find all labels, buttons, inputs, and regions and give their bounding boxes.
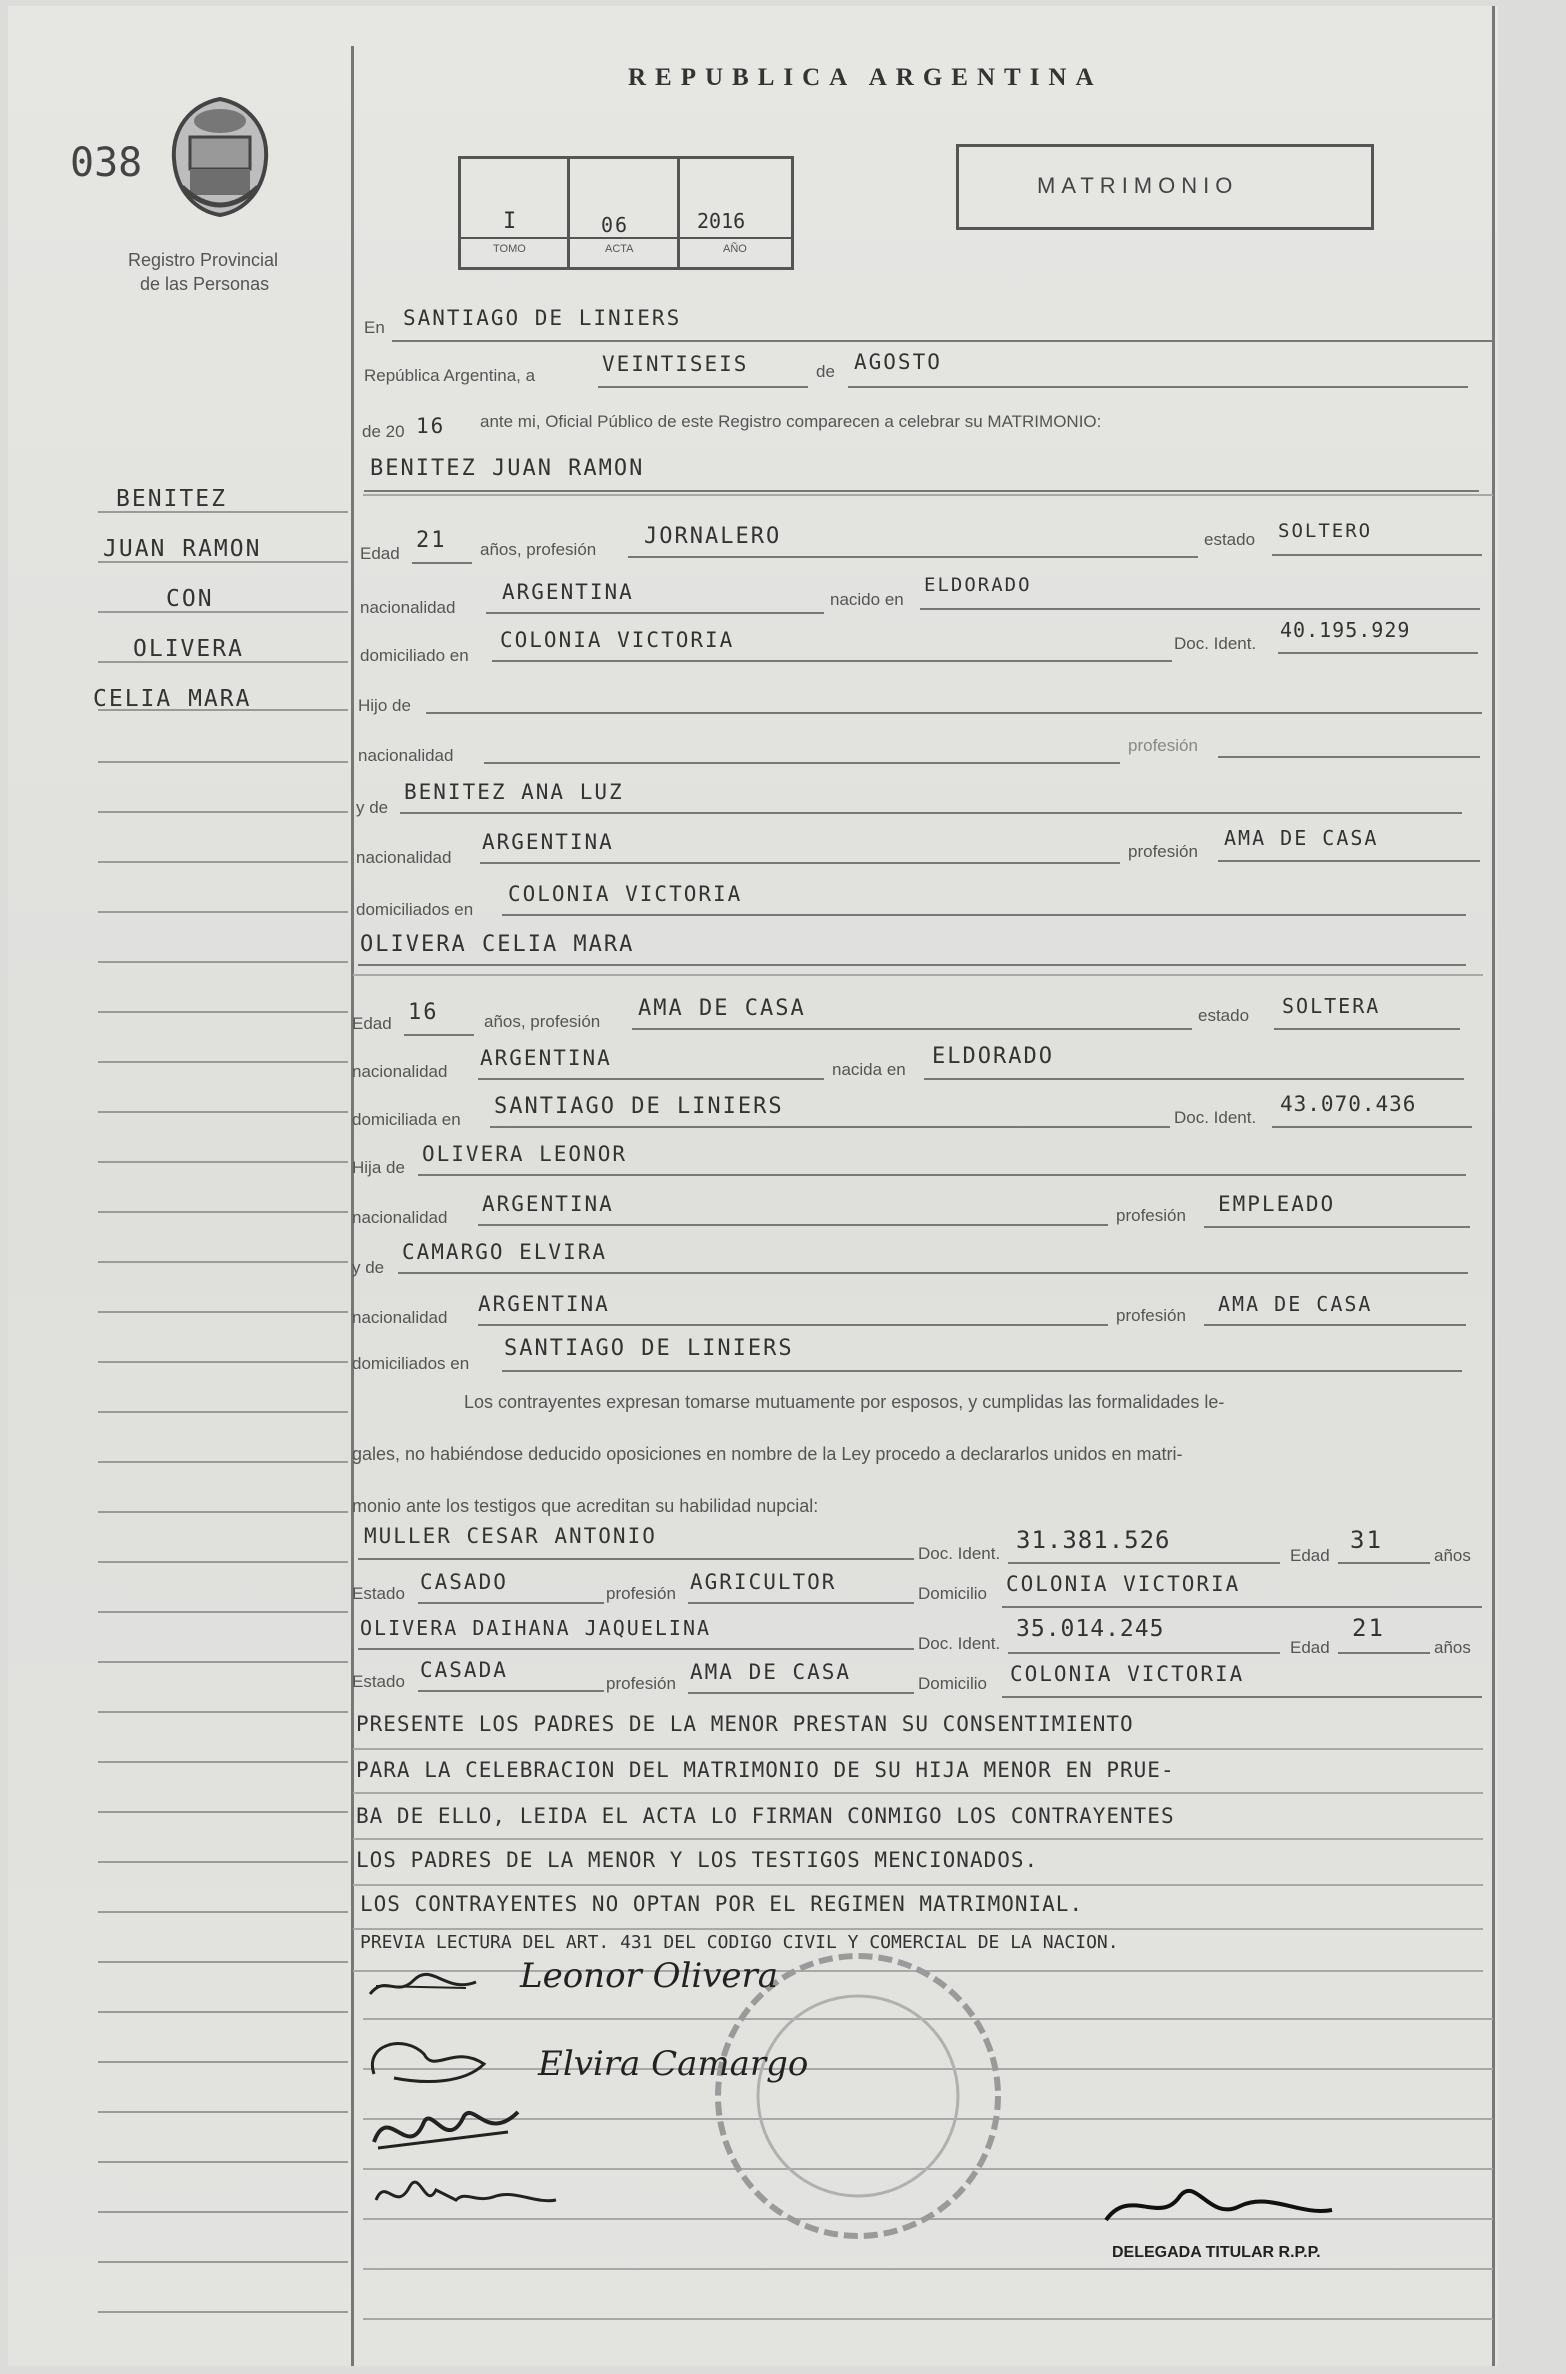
bride-profession: AMA DE CASA <box>638 996 806 1021</box>
record-number: 038 <box>70 140 143 186</box>
groom-anos-prof-label: años, profesión <box>480 540 597 559</box>
bride-dom-label: domiciliada en <box>352 1110 461 1129</box>
document-type: MATRIMONIO <box>1037 173 1239 198</box>
tomo-value: I <box>503 209 519 234</box>
note-line-1: PRESENTE LOS PADRES DE LA MENOR PRESTAN SU CONSENTIMIENTO <box>356 1712 1134 1736</box>
year-suffix: 16 <box>416 414 446 438</box>
acta-label: ACTA <box>605 243 634 255</box>
year-prefix: de 20 <box>362 422 405 441</box>
groom-mother-profession: AMA DE CASA <box>1224 826 1379 850</box>
groom-father-label: Hijo de <box>358 696 411 715</box>
bride-doc-label: Doc. Ident. <box>1174 1108 1257 1127</box>
certificate-page <box>8 6 1498 2366</box>
groom-doc-label: Doc. Ident. <box>1174 634 1257 653</box>
bride-mother-profession: AMA DE CASA <box>1218 1292 1373 1316</box>
note-line-4: LOS PADRES DE LA MENOR Y LOS TESTIGOS MENCIONADOS. <box>356 1848 1039 1872</box>
bride-nationality: ARGENTINA <box>480 1046 612 1070</box>
ano-label: AÑO <box>723 243 747 255</box>
witness1-doc: 31.381.526 <box>1016 1526 1171 1554</box>
groom-father-nac-label: nacionalidad <box>358 746 454 765</box>
bride-father-profession: EMPLEADO <box>1218 1192 1336 1216</box>
witness1-estado: CASADO <box>420 1570 508 1594</box>
bride-father-nationality: ARGENTINA <box>482 1192 614 1216</box>
witness2-age: 21 <box>1352 1614 1385 1642</box>
groom-edad-label: Edad <box>360 544 400 563</box>
bride-edad-label: Edad <box>352 1014 392 1033</box>
note-line-3: BA DE ELLO, LEIDA EL ACTA LO FIRMAN CONMIGO LOS CONTRAYENTES <box>356 1804 1175 1828</box>
bride-father-label: Hija de <box>352 1158 405 1177</box>
witness2-estado: CASADA <box>420 1658 508 1682</box>
declaration-line3: monio ante los testigos que acreditan su habilidad nupcial: <box>352 1496 819 1516</box>
groom-nac-label: nacionalidad <box>360 598 456 617</box>
bride-parents-domicile: SANTIAGO DE LINIERS <box>504 1336 794 1361</box>
witness1-name: MULLER CESAR ANTONIO <box>364 1524 657 1548</box>
bride-mother: CAMARGO ELVIRA <box>402 1240 608 1264</box>
margin-givenname-groom: JUAN RAMON <box>103 536 262 562</box>
declaration-line1: Los contrayentes expresan tomarse mutuamente por esposos, y cumplidas las formalidades le- <box>464 1392 1225 1412</box>
groom-age: 21 <box>416 528 447 553</box>
ano-value: 2016 <box>697 209 746 233</box>
bride-father-nac-label: nacionalidad <box>352 1208 448 1227</box>
witness2-edad-label: Edad <box>1290 1638 1330 1657</box>
bride-mother-nationality: ARGENTINA <box>478 1292 610 1316</box>
margin-surname-groom: BENITEZ <box>116 486 227 512</box>
bride-domicile: SANTIAGO DE LINIERS <box>494 1094 784 1119</box>
signature-mark-4 <box>366 2170 566 2220</box>
de-label: de <box>816 362 835 381</box>
bride-estado-label: estado <box>1198 1006 1250 1025</box>
bride-nacida-label: nacida en <box>832 1060 906 1079</box>
record-index-box <box>458 156 794 270</box>
declaration-line2: gales, no habiéndose deducido oposiciones en nombre de la Ley procedo a declararlos unidos en matri- <box>352 1444 1183 1464</box>
witness2-name: OLIVERA DAIHANA JAQUELINA <box>360 1616 712 1640</box>
tomo-label: TOMO <box>493 243 526 255</box>
official-title: DELEGADA TITULAR R.P.P. <box>1112 2244 1321 2261</box>
groom-mother: BENITEZ ANA LUZ <box>404 780 624 804</box>
groom-doc: 40.195.929 <box>1280 618 1411 642</box>
bride-mother-label: y de <box>352 1258 385 1277</box>
note-line-2: PARA LA CELEBRACION DEL MATRIMONIO DE SU HIJA MENOR EN PRUE- <box>356 1758 1175 1782</box>
groom-father-prof-label: profesión <box>1128 736 1198 755</box>
groom-nacido-label: nacido en <box>830 590 904 609</box>
acta-value: 06 <box>601 213 630 237</box>
margin-con: CON <box>166 586 214 612</box>
ceremony-place: SANTIAGO DE LINIERS <box>403 306 682 330</box>
witness2-prof-label: profesión <box>606 1674 676 1693</box>
bride-parents-dom-label: domiciliados en <box>352 1354 470 1373</box>
groom-mother-nationality: ARGENTINA <box>482 830 614 854</box>
ante-text: ante mi, Oficial Público de este Registro comparecen a celebrar su MATRIMONIO: <box>480 412 1102 431</box>
witness2-anos-label: años <box>1434 1638 1471 1657</box>
groom-domicile: COLONIA VICTORIA <box>500 628 735 652</box>
republica-label: República Argentina, a <box>364 366 536 385</box>
signature-mark-1 <box>366 1964 486 2004</box>
witness2-domicile: COLONIA VICTORIA <box>1010 1662 1245 1686</box>
bride-nac-label: nacionalidad <box>352 1062 448 1081</box>
bride-birthplace: ELDORADO <box>932 1044 1054 1069</box>
witness2-estado-label: Estado <box>352 1672 405 1691</box>
groom-parents-dom-label: domiciliados en <box>356 900 474 919</box>
witness1-domicile: COLONIA VICTORIA <box>1006 1572 1241 1596</box>
margin-givenname-bride: CELIA MARA <box>93 686 252 712</box>
bride-doc: 43.070.436 <box>1280 1092 1417 1116</box>
signature-mark-3 <box>368 2102 528 2162</box>
witness2-profession: AMA DE CASA <box>690 1660 852 1684</box>
document-type-box <box>956 144 1374 230</box>
note-line-5: LOS CONTRAYENTES NO OPTAN POR EL REGIMEN MATRIMONIAL. <box>360 1892 1084 1916</box>
margin-surname-bride: OLIVERA <box>133 636 244 662</box>
signature-elvira-camargo: Elvira Camargo <box>538 2044 809 2084</box>
groom-mother-nac-label: nacionalidad <box>356 848 452 867</box>
bride-anos-prof-label: años, profesión <box>484 1012 601 1031</box>
bride-father: OLIVERA LEONOR <box>422 1142 628 1166</box>
groom-mother-label: y de <box>356 798 389 817</box>
registry-name-line1: Registro Provincial <box>128 250 279 270</box>
signature-leonor-olivera: Leonor Olivera <box>520 1956 779 1996</box>
bride-mother-prof-label: profesión <box>1116 1306 1186 1325</box>
groom-name: BENITEZ JUAN RAMON <box>370 456 645 481</box>
registry-name-line2: de las Personas <box>140 274 270 294</box>
groom-profession: JORNALERO <box>644 524 782 549</box>
official-signature <box>1100 2176 1340 2236</box>
groom-nationality: ARGENTINA <box>502 580 634 604</box>
bride-estado: SOLTERA <box>1282 994 1381 1018</box>
signature-mark-2 <box>364 2034 504 2094</box>
margin-rule <box>351 46 354 2366</box>
groom-mother-prof-label: profesión <box>1128 842 1198 861</box>
witness1-anos-label: años <box>1434 1546 1471 1565</box>
country-title: REPUBLICA ARGENTINA <box>628 64 1103 91</box>
ceremony-day: VEINTISEIS <box>602 352 749 376</box>
witness2-doc-label: Doc. Ident. <box>918 1634 1001 1653</box>
witness1-profession: AGRICULTOR <box>690 1570 837 1594</box>
witness1-dom-label: Domicilio <box>918 1584 987 1603</box>
en-label: En <box>364 318 385 337</box>
groom-birthplace: ELDORADO <box>924 574 1032 596</box>
witness1-prof-label: profesión <box>606 1584 676 1603</box>
groom-dom-label: domiciliado en <box>360 646 469 665</box>
witness1-edad-label: Edad <box>1290 1546 1330 1565</box>
witness1-age: 31 <box>1350 1526 1383 1554</box>
bride-father-prof-label: profesión <box>1116 1206 1186 1225</box>
groom-estado: SOLTERO <box>1278 520 1373 542</box>
witness2-dom-label: Domicilio <box>918 1674 987 1693</box>
ceremony-month: AGOSTO <box>854 350 942 374</box>
note-line-6: PREVIA LECTURA DEL ART. 431 DEL CODIGO CIVIL Y COMERCIAL DE LA NACION. <box>360 1932 1119 1953</box>
witness2-doc: 35.014.245 <box>1016 1616 1165 1642</box>
bride-name: OLIVERA CELIA MARA <box>360 932 635 957</box>
witness1-estado-label: Estado <box>352 1584 405 1603</box>
groom-parents-domicile: COLONIA VICTORIA <box>508 882 743 906</box>
coat-of-arms-seal <box>160 91 280 221</box>
right-edge-rule <box>1492 6 1495 2366</box>
groom-estado-label: estado <box>1204 530 1256 549</box>
witness1-doc-label: Doc. Ident. <box>918 1544 1001 1563</box>
bride-age: 16 <box>408 1000 439 1025</box>
bride-mother-nac-label: nacionalidad <box>352 1308 448 1327</box>
